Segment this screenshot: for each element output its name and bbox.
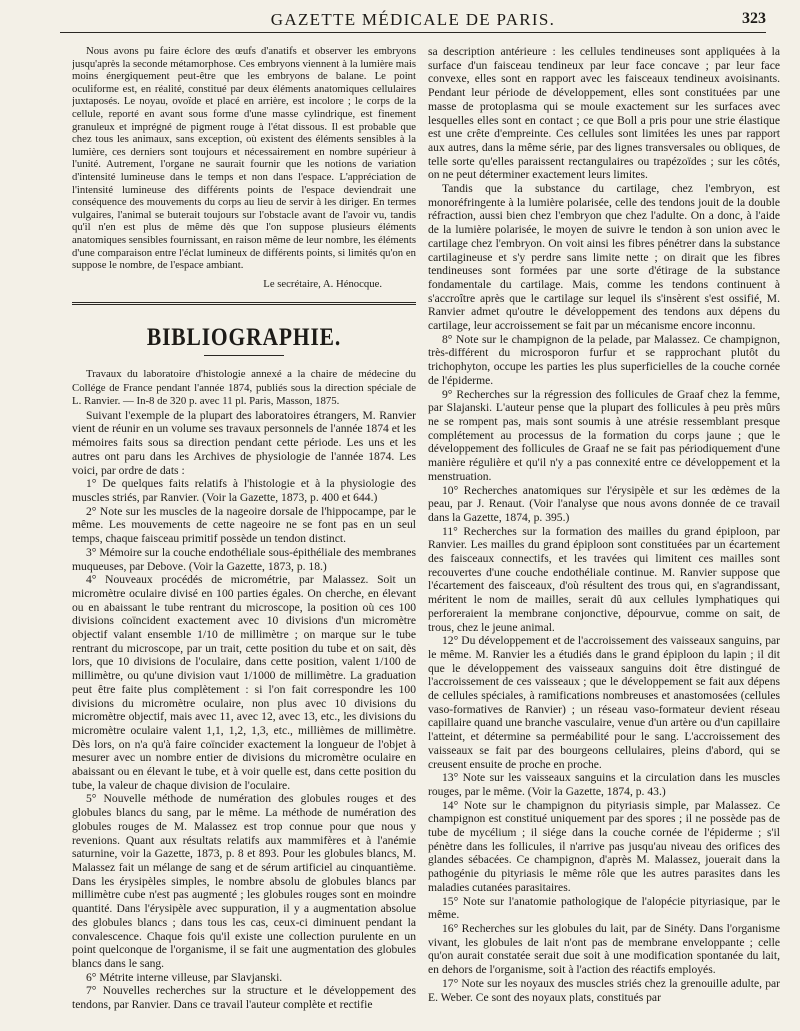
- paragraph: 8° Note sur le champignon de la pelade, par Malassez. Ce champignon, très-différent du microsporon furfur et se rapprochant plutôt du trichophyton, occupe les parties les plus superficielles de la couche cornée de l'épiderme.: [428, 332, 780, 387]
- paragraph: 7° Nouvelles recherches sur la structure et le développement des tendons, par Ranvier. Dans ce travail l'auteur complète et rectifie: [72, 984, 416, 1012]
- section-divider: [72, 302, 416, 305]
- paragraph: 12° Du développement et de l'accroissement des vaisseaux sanguins, par le même. M. Ranvier les a étudiés dans le grand épiploon du lapin ; il dit que le développement des vaisseaux sanguins doit être distingué de l'accroissement de ces vaisseaux ; que le développement se fait aux dépens de cellules spéciales, à ramifications nombreuses et anastomosées (cellules vaso-formatives de Ranvier) ; un réseau vaso-formateur devient réseau capillaire quand une branche vasculaire, venue d'un artère ou d'un capillaire l'atteint, et détermine sa perméabilité pour le sang. L'accroissement des vaisseaux se fait par des bourgeons cellulaires, pleins d'abord, qui se creusent ensuite de proche en proche.: [428, 634, 780, 771]
- paragraph: 10° Recherches anatomiques sur l'érysipèle et sur les œdèmes de la peau, par J. Renaut. (Voir l'analyse que nous avons donnée de ce travail dans la Gazette, 1874, p. 395.): [428, 483, 780, 524]
- paragraph: 17° Note sur les noyaux des muscles striés chez la grenouille adulte, par E. Weber. Ce sont des noyaux plats, constitués par: [428, 976, 780, 1004]
- paragraph: 11° Recherches sur la formation des mailles du grand épiploon, par Ranvier. Les mailles du grand épiploon sont constituées par un écartement des faisceaux connectifs, et les travées qui limitent ces mailles sont recouvertes d'une couche endothéliale continue. M. Ranvier suppose que l'écartement des faisceaux, d'où résultent des trous qui, en s'agrandissant, méritent le nom de mailles, serait dû aux cellules lymphatiques qui perforeraient la membrane conjonctive, dépourvue, comme on sait, de trous, chez le jeune animal.: [428, 524, 780, 634]
- paragraph: Suivant l'exemple de la plupart des laboratoires étrangers, M. Ranvier vient de réunir en un volume ses travaux personnels de l'année 1874 et les mémoires faits sous sa direction pendant cette période. Les uns et les autres ont paru dans les Archives de physiologie de l'année 1874. Les voici, par ordre de dats :: [72, 408, 416, 477]
- page-header: [60, 10, 766, 33]
- paragraph: 14° Note sur le champignon du pityriasis simple, par Malassez. Ce champignon est constitué uniquement par des spores ; il ne possède pas de tube de mycélium ; il siége dans la couche cornée de l'épiderme ; s'il pénètre dans les follicules, il n'arrive pas jusqu'au niveau des orifices des glandes sébacées. Ce champignon, d'après M. Malassez, jouerait dans la pathogénie du pityriasis le même rôle que les autres parasites dans les maladies cutanées parasitaires.: [428, 798, 780, 894]
- paragraph: 4° Nouveaux procédés de micrométrie, par Malassez. Soit un micromètre oculaire divisé en 100 parties égales. On cherche, en élevant ou en abaissant le tube rentrant du microscope, la position où ces 100 divisions coïncident exactement avec 10 divisions d'un micromètre objectif valant ensemble 1/10 de millimètre ; on marque sur le tube rentrant du microscope, par un trait, cette position du tube et on sait, dès lors, que 10 divisions de l'oculaire, dans cette position, valent 1/100 de millimètre, ou qu'une division vaut 1/1000 de millimètre. La graduation peut être faite plus complètement : si l'on fait correspondre les 100 divisions du micromètre oculaire, non plus avec 10 divisions du micromètre objectif, mais avec 11, avec 12, avec 13, etc., les divisions du micromètre oculaire valent 1,1, 1,2, 1,3, etc., millièmes de millimètre. Dès lors, on n'a qu'à faire coïncider exactement la longueur de l'objet à mesurer avec un nombre entier de divisions du micromètre oculaire en abaissant ou en élevant le tube, et à voir quelle est, dans cette position du tube, la valeur de chaque division de l'oculaire.: [72, 573, 416, 792]
- paragraph: 6° Métrite interne villeuse, par Slavjanski.: [86, 970, 283, 984]
- secretary-signature: Le secrétaire, A. Hénocque.: [263, 277, 382, 290]
- paragraph: 1° De quelques faits relatifs à l'histologie et à la physiologie des muscles striés, par Ranvier. (Voir la Gazette, 1873, p. 400 et 644.): [72, 477, 416, 504]
- paragraph: 15° Note sur l'anatomie pathologique de l'alopécie pityriasique, par le même.: [428, 894, 780, 922]
- title-underline: [204, 355, 284, 356]
- work-title: Travaux du laboratoire d'histologie annexé a la chaire de médecine du Collége de France pendant l'année 1874, publiés sous la direction spéciale de L. Ranvier. — In-8 de 320 p. avec 11 pl. Paris, Masson, 1875.: [72, 368, 416, 408]
- paragraph: 16° Recherches sur les globules du lait, par de Sinéty. Dans l'organisme vivant, les globules de lait n'ont pas de membrane enveloppante ; celle qu'on aurait constatée serait due soit à une modification spontanée du lait, en dehors de l'organisme, soit à l'action des réactifs employés.: [428, 922, 780, 977]
- intro-paragraph: Nous avons pu faire éclore des œufs d'anatifs et observer les embryons jusqu'après la seconde métamorphose. Ces embryons viennent à la lumière mais moins énergiquement peut-être que les embryons de balane. Le point oculiforme est, en réalité, constitué par deux éléments anatomiques cellulaires juxtaposés. Le noyau, ovoïde et placé en arrière, est incolore ; le corps de la cellule, reporté en avant sous forme d'une masse cylindrique, est finement granuleux et imprégné de pigment rouge à l'état dissous. Il est probable que chez tous les animaux, sans exception, où existent des éléments sensibles à la lumière, ces derniers sont toujours et nécessairement en nombre supérieur à l'unité. Autrement, l'organe ne saurait fournir que les notions de variation d'intensité lumineuse dans le temps et non dans l'espace. L'appréciation de l'intensité lumineuse des différents points de l'espace deviendrait une conséquence des mouvements du corps au lieu de servir à les diriger. En termes vulgaires, l'animal se buterait toujours sur l'obstacle avant de l'avoir vu, tandis qu'il n'en est plus de même dès que l'on suppose plusieurs éléments anatomiques sensibles fournissant, en raison même de leur nombre, les éléments d'une comparaison entre l'éclat lumineux de différents points, si limités qu'on en suppose le nombre, de l'espace ambiant.: [72, 45, 416, 272]
- section-title: BIBLIOGRAPHIE.: [146, 324, 342, 352]
- page-number: 323: [742, 10, 766, 27]
- paragraph: 13° Note sur les vaisseaux sanguins et la circulation dans les muscles rouges, par le même. (Voir la Gazette, 1874, p. 43.): [428, 771, 780, 798]
- journal-title: GAZETTE MÉDICALE DE PARIS.: [270, 10, 556, 29]
- paragraph: 3° Mémoire sur la couche endothéliale sous-épithéliale des membranes muqueuses, par Debove. (Voir la Gazette, 1873, p. 18.): [72, 545, 416, 573]
- paragraph: 5° Nouvelle méthode de numération des globules rouges et des globules blancs du sang, par le même. La méthode de numération des globules rouges de M. Malassez est trop connue pour que nous y revenions. Quant aux résultats relatifs aux mammifères et à l'anémie saturnine, voir la Gazette, 1873, p. 8 et 893. Pour les globules blancs, M. Malassez fait un mélange de sang et de sérum artificiel au cinquantième. Dans les érysipèles simples, le nombre absolu de globules blancs par millimètre cube n'est pas augmenté ; les globules rouges sont en moindre quantité. Dans l'érysipèle avec suppuration, il y a augmentation absolue des globules blancs ; dans tous les cas, ceux-ci diminuent pendant la convalescence. Chaque fois qu'il existe une collection purulente en un point quelconque de l'organisme, il se fait une augmentation des globules blancs dans le sang.: [72, 792, 416, 970]
- left-column: [72, 45, 416, 1025]
- paragraph: 9° Recherches sur la régression des follicules de Graaf chez la femme, par Slajanski. L'auteur pense que la plupart des follicules à peu près mûrs ne se rompent pas, mais sont soumis à une atrésie ressemblant presque complétement au processus de la formation du corps jaune ; que le développement des follicules de Graaf ne se fait pas périodiquement d'une manière régulière et qu'il n'y a pas connexité entre ce développement et la menstruation.: [428, 387, 780, 483]
- paragraph: Tandis que la substance du cartilage, chez l'embryon, est monoréfringente à la lumière polarisée, celle des tendons jouit de la double réfraction, aussi bien chez l'embryon que chez l'adulte. On a donc, à l'aide de la lumière polarisée, le moyen de suivre le tendon à son union avec le cartilage chez l'embryon. On voit ainsi les fibres pénétrer dans la substance cartilagineuse et s'y perdre sans limite nette ; on dirait que les fibres tendineuses sont formées par une sorte d'étirage de la substance fondamentale du cartilage. Mais, comme les tendons continuent à s'accroître après que le cartilage sur lequel ils s'insèrent s'est ossifié, M. Ranvier admet qu'outre le développement des tendons aux dépens du cartilage, leur accroissement se fait par un mécanisme encore inconnu.: [428, 182, 780, 333]
- paragraph: 2° Note sur les muscles de la nageoire dorsale de l'hippocampe, par le même. Les mouvements de cette nageoire ne se font pas en un seul temps, chaque faisceau primitif possède un tendon distinct.: [72, 504, 416, 546]
- right-column: [428, 45, 780, 1025]
- paragraph: sa description antérieure : les cellules tendineuses sont appliquées à la surface d'un faisceau tendineux par leur face concave ; par leur face convexe, elles sont en rapport avec les faisceaux tendineux avoisinants. Pendant leur période de développement, elles sont constituées par une masse de protoplasma qui se moule exactement sur les surfaces avec lesquelles elles sont en contact ; ce que Boll a pris pour une strie élastique est une crête d'empreinte. Ces cellules sont limitées les unes par rapport aux autres, dans la même série, par des lignes transversales ou obliques, de telle sorte qu'elles paraissent rectangulaires ou trapézoïdes ; sur les côtés, on ne peut déterminer exactement leurs limites.: [428, 45, 780, 182]
